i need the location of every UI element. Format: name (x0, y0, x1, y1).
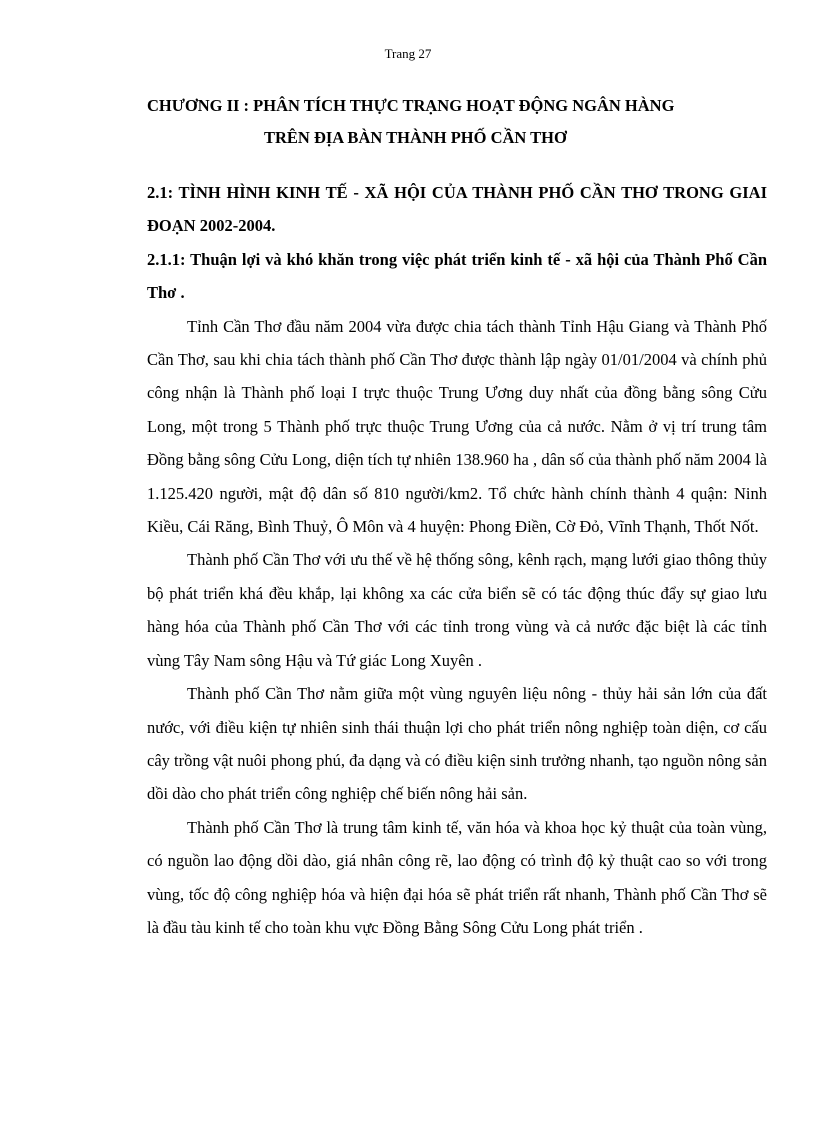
chapter-title-line-1: CHƯƠNG II : PHÂN TÍCH THỰC TRẠNG HOẠT ĐỘNG NGÂN HÀNG (147, 96, 675, 115)
document-body (147, 176, 767, 944)
section-heading: 2.1: TÌNH HÌNH KINH TẾ - XÃ HỘI CỦA THÀNH PHỐ CẦN THƠ TRONG GIAI ĐOẠN 2002-2004. (147, 183, 767, 236)
chapter-title (147, 90, 787, 154)
chapter-title-line-2: TRÊN ĐỊA BÀN THÀNH PHỐ CẦN THƠ (264, 128, 567, 147)
paragraph-2: Thành phố Cần Thơ với ưu thế về hệ thống sông, kênh rạch, mạng lưới giao thông thủy bộ phát triển khá đều khắp, lại không xa các cửa biển sẽ có tác động thúc đẩy sự giao lưu hàng hóa của Thành phố Cần Thơ với các tỉnh trong vùng và cả nước đặc biệt là các tỉnh vùng Tây Nam sông Hậu và Tứ giác Long Xuyên . (147, 550, 767, 670)
paragraph-3: Thành phố Cần Thơ nằm giữa một vùng nguyên liệu nông - thủy hải sản lớn của đất nước, với điều kiện tự nhiên sinh thái thuận lợi cho phát triển nông nghiệp toàn diện, cơ cấu cây trồng vật nuôi phong phú, đa dạng và có điều kiện sinh trưởng nhanh, tạo nguồn nông sản dồi dào cho phát triển công nghiệp chế biến nông hải sản. (147, 684, 767, 804)
paragraph-4: Thành phố Cần Thơ là trung tâm kinh tế, văn hóa và khoa học kỷ thuật của toàn vùng, có nguồn lao động dồi dào, giá nhân công rẽ, lao động có trình độ kỷ thuật cao so với trong vùng, tốc độ công nghiệp hóa và hiện đại hóa sẽ phát triển rất nhanh, Thành phố Cần Thơ sẽ là đầu tàu kinh tế cho toàn khu vực Đồng Bằng Sông Cửu Long phát triển . (147, 817, 767, 937)
paragraph-1: Tỉnh Cần Thơ đầu năm 2004 vừa được chia tách thành Tỉnh Hậu Giang và Thành Phố Cần Thơ, sau khi chia tách thành phố Cần Thơ được thành lập ngày 01/01/2004 và chính phủ công nhận là Thành phố loại I trực thuộc Trung Ương duy nhất của đồng bằng sông Cửu Long, một trong 5 Thành phố trực thuộc Trung Ương của cả nước. Nằm ở vị trí trung tâm Đồng bằng sông Cửu Long, diện tích tự nhiên 138.960 ha , dân số của thành phố năm 2004 là 1.125.420 người, mật độ dân số 810 người/km2. Tổ chức hành chính thành 4 quận: Ninh Kiều, Cái Răng, Bình Thuỷ, Ô Môn và 4 huyện: Phong Điền, Cờ Đỏ, Vĩnh Thạnh, Thốt Nốt. (147, 316, 767, 537)
page-number: Trang 27 (384, 46, 432, 61)
subsection-heading: 2.1.1: Thuận lợi và khó khăn trong việc phát triển kinh tế - xã hội của Thành Phố Cần Thơ . (147, 249, 767, 303)
